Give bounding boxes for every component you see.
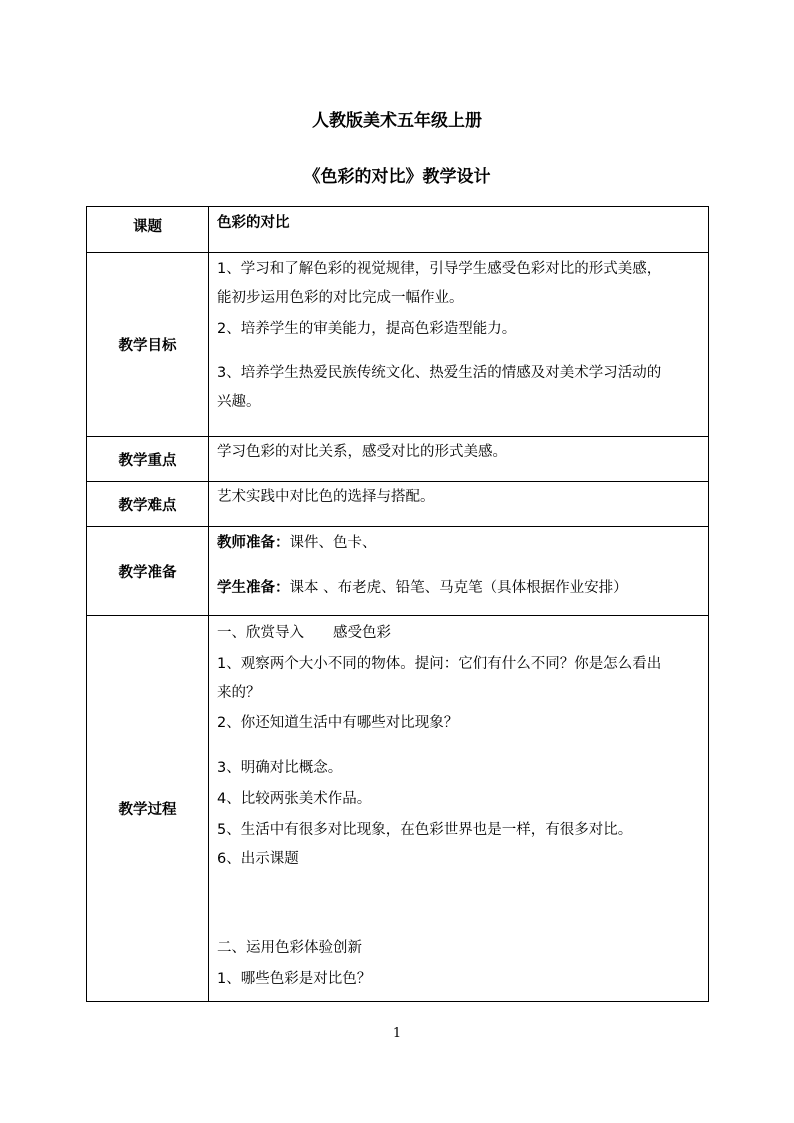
student-preparation — [217, 574, 702, 603]
objective-line: 1、学习和了解色彩的视觉规律，引导学生感受色彩对比的形式美感， — [217, 261, 662, 277]
difficulties-cell — [209, 482, 709, 527]
key-points-cell — [209, 437, 709, 482]
process-line: 5、生活中有很多对比现象，在色彩世界也是一样，有很多对比。 — [217, 822, 633, 838]
student-prep-text: 课本 、布老虎、铅笔、马克笔（具体根据作业安排） — [289, 580, 628, 596]
objectives-label: 教学目标 — [87, 253, 209, 437]
process-line: 2、你还知道生活中有哪些对比现象？ — [217, 715, 459, 731]
topic-label — [87, 207, 209, 253]
student-prep-label: 学生准备： — [217, 580, 290, 596]
page-number: 1 — [392, 1026, 402, 1041]
key-points-label: 教学重点 — [87, 437, 209, 482]
topic-cell — [209, 207, 709, 253]
teacher-prep-label: 教师准备： — [217, 535, 290, 551]
objective-line: 兴趣。 — [217, 394, 261, 410]
lesson-plan-table — [86, 206, 709, 1002]
row-preparation — [87, 527, 709, 616]
difficulties-label: 教学难点 — [87, 482, 209, 527]
preparation-label: 教学准备 — [87, 527, 209, 616]
row-difficulties — [87, 482, 709, 527]
objective-line: 3、培养学生热爱民族传统文化、热爱生活的情感及对美术学习活动的 — [217, 365, 662, 381]
difficulties-content: 艺术实践中对比色的选择与搭配。 — [217, 489, 435, 505]
process-cell — [209, 616, 709, 1002]
process-label: 教学过程 — [87, 616, 209, 1002]
process-line: 4、比较两张美术作品。 — [217, 791, 372, 807]
row-topic — [87, 207, 709, 253]
key-points-content: 学习色彩的对比关系，感受对比的形式美感。 — [217, 444, 507, 460]
row-objectives — [87, 253, 709, 437]
process-line: 来的？ — [217, 685, 261, 701]
document-subtitle: 《色彩的对比》教学设计 — [303, 167, 491, 187]
document-title: 人教版美术五年级上册 — [312, 111, 482, 131]
process-line: 3、明确对比概念。 — [217, 760, 343, 776]
objective-line: 能初步运用色彩的对比完成一幅作业。 — [217, 290, 464, 306]
teacher-prep-text: 课件、色卡、 — [289, 535, 377, 551]
preparation-cell — [209, 527, 709, 616]
row-key-points — [87, 437, 709, 482]
process-line: 1、观察两个大小不同的物体。提问：它们有什么不同？你是怎么看出 — [217, 656, 662, 672]
teacher-preparation — [217, 527, 702, 558]
topic-content: 色彩的对比 — [217, 215, 290, 231]
process-line: 二、运用色彩体验创新 — [217, 940, 362, 956]
row-process — [87, 616, 709, 1002]
process-line: 1、哪些色彩是对比色？ — [217, 971, 372, 987]
process-line: 6、出示课题 — [217, 851, 299, 867]
process-line: 一、欣赏导入 感受色彩 — [217, 625, 391, 641]
objective-line: 2、培养学生的审美能力，提高色彩造型能力。 — [217, 321, 517, 337]
objectives-cell — [209, 253, 709, 437]
topic-label-text: 课题 — [133, 219, 162, 235]
